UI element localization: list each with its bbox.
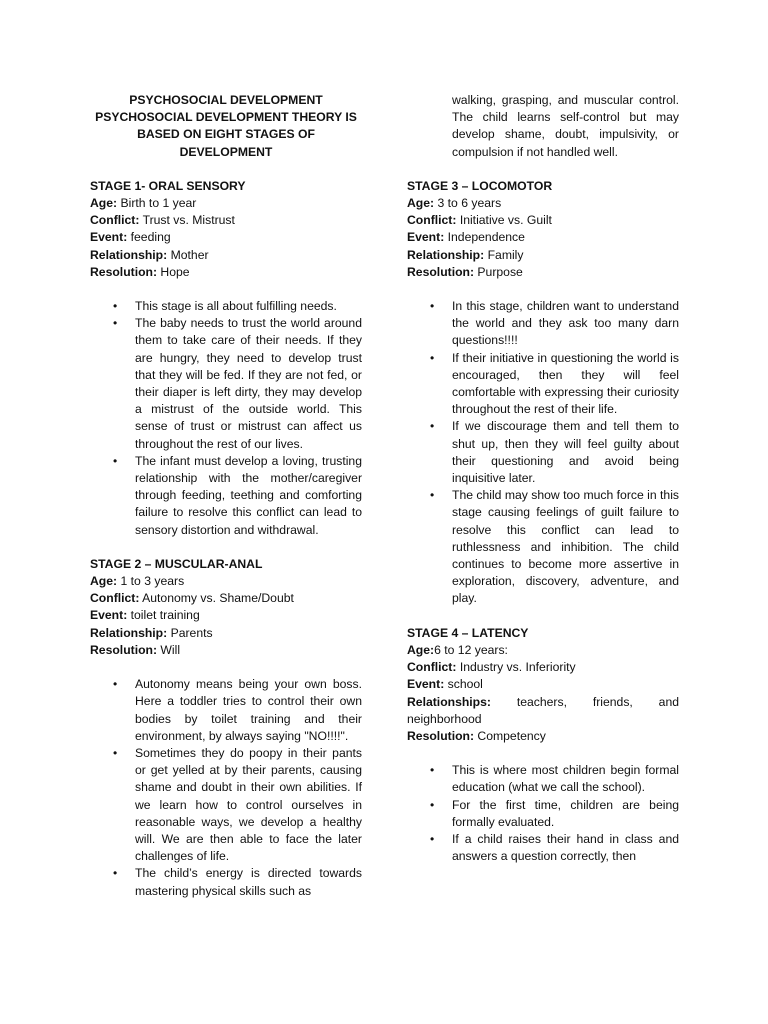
stage-1-relationship-value: Mother bbox=[170, 247, 209, 262]
stage-2-resolution bbox=[90, 642, 362, 659]
conflict-label: Conflict: bbox=[90, 591, 140, 606]
resolution-label: Resolution: bbox=[407, 728, 475, 743]
stage-2-age-value: 1 to 3 years bbox=[120, 574, 185, 589]
relationship-label: Relationship: bbox=[90, 247, 168, 262]
stage-4-heading: STAGE 4 – LATENCY bbox=[407, 625, 529, 640]
stage-4-age bbox=[407, 642, 679, 659]
stage-3-event-value: Independence bbox=[447, 230, 525, 245]
stage-3-resolution-value: Purpose bbox=[477, 264, 523, 279]
right-column bbox=[407, 92, 679, 865]
stage-4-age-value: 6 to 12 years: bbox=[434, 642, 508, 657]
stage-3-age-value: 3 to 6 years bbox=[437, 196, 502, 211]
left-column bbox=[90, 92, 362, 900]
stage-1-event bbox=[90, 229, 362, 246]
list-item: • The infant must develop a loving, trusting relationship with the mother/caregiver through feeding, teething and comforting failure to resolve this conflict can lead to sensory distortion and withdrawal. bbox=[135, 453, 362, 539]
stage-3-bullet-list bbox=[407, 298, 679, 608]
list-item: • If their initiative in questioning the world is encouraged, then they will feel comfortable with expressing their curiosity throughout the rest of their life. bbox=[452, 350, 679, 419]
stage-2-resolution-value: Will bbox=[160, 642, 181, 657]
stage-4-relationships bbox=[407, 694, 679, 728]
age-label: Age: bbox=[407, 642, 435, 657]
stage-1-bullet-list bbox=[90, 298, 362, 539]
stage-4-bullet-list bbox=[407, 762, 679, 865]
stage-2-continued-text: walking, grasping, and muscular control. The child learns self-control but may develop shame, doubt, impulsivity, or compulsion if not handled well. bbox=[452, 93, 679, 159]
stage-2-conflict bbox=[90, 590, 362, 607]
stage-3-conflict bbox=[407, 212, 679, 229]
age-label: Age: bbox=[407, 196, 435, 211]
stage-2-relationship bbox=[90, 625, 362, 642]
stage-1-event-value: feeding bbox=[130, 230, 171, 245]
stage-4-event bbox=[407, 676, 679, 693]
list-item: • The baby needs to trust the world around them to take care of their needs. If they are hungry, they need to develop trust that they will be fed. If they are not fed, or their diaper is left dirty, they may develop a mistrust of the outside world. This sense of trust or mistrust can affect us throughout the rest of our lives. bbox=[135, 315, 362, 453]
stage-3-relationship bbox=[407, 247, 679, 264]
resolution-label: Resolution: bbox=[90, 264, 158, 279]
list-item: • Autonomy means being your own boss. Here a toddler tries to control their own bodies by toilet training and their environment, by always saying "NO!!!!". bbox=[135, 676, 362, 745]
stage-4-resolution-value: Competency bbox=[477, 728, 546, 743]
list-item: • If we discourage them and tell them to shut up, then they will feel guilty about their questioning and avoid being inquisitive later. bbox=[452, 418, 679, 487]
stage-1-age-value: Birth to 1 year bbox=[120, 196, 197, 211]
stage-1-conflict-value: Trust vs. Mistrust bbox=[142, 213, 235, 228]
age-label: Age: bbox=[90, 196, 118, 211]
stage-2-event bbox=[90, 607, 362, 624]
stage-3-heading: STAGE 3 – LOCOMOTOR bbox=[407, 178, 553, 193]
relationships-label: Relationships: bbox=[407, 694, 491, 709]
relationship-label: Relationship: bbox=[407, 247, 485, 262]
stage-1-conflict bbox=[90, 212, 362, 229]
list-item: • The child may show too much force in this stage causing feelings of guilt failure to resolve this conflict can lead to ruthlessness and inhibition. The child continues to become more assertive in exploration, discovery, adventure, and play. bbox=[452, 487, 679, 607]
stage-3-conflict-value: Initiative vs. Guilt bbox=[459, 213, 552, 228]
title-line-2: PSYCHOSOCIAL DEVELOPMENT THEORY IS bbox=[95, 110, 357, 125]
event-label: Event: bbox=[407, 677, 445, 692]
stage-3-section bbox=[407, 178, 679, 608]
list-item: • In this stage, children want to understand the world and they ask too many darn questions!!!! bbox=[452, 298, 679, 350]
stage-1-relationship bbox=[90, 247, 362, 264]
stage-3-relationship-value: Family bbox=[487, 247, 524, 262]
title-line-1: PSYCHOSOCIAL DEVELOPMENT bbox=[129, 93, 323, 107]
stage-2-relationship-value: Parents bbox=[170, 625, 213, 640]
list-item: • If a child raises their hand in class and answers a question correctly, then bbox=[452, 831, 679, 865]
stage-1-heading: STAGE 1- ORAL SENSORY bbox=[90, 178, 246, 193]
event-label: Event: bbox=[407, 230, 445, 245]
event-label: Event: bbox=[90, 230, 128, 245]
stage-3-age bbox=[407, 195, 679, 212]
stage-3-event bbox=[407, 229, 679, 246]
resolution-label: Resolution: bbox=[90, 642, 158, 657]
stage-2-heading: STAGE 2 – MUSCULAR-ANAL bbox=[90, 556, 263, 571]
stage-2-age bbox=[90, 573, 362, 590]
stage-1-resolution bbox=[90, 264, 362, 281]
stage-1-section bbox=[90, 178, 362, 539]
list-item: • Sometimes they do poopy in their pants or get yelled at by their parents, causing shame and doubt in their own abilities. If we learn how to control ourselves in reasonable ways, we develop a healthy will. We are then able to face the later challenges of life. bbox=[135, 745, 362, 865]
stage-4-conflict bbox=[407, 659, 679, 676]
stage-4-event-value: school bbox=[447, 677, 483, 692]
title-line-3: BASED ON EIGHT STAGES OF DEVELOPMENT bbox=[137, 127, 315, 159]
stage-2-conflict-value: Autonomy vs. Shame/Doubt bbox=[142, 591, 294, 606]
conflict-label: Conflict: bbox=[407, 213, 457, 228]
list-item: • This stage is all about fulfilling needs. bbox=[135, 298, 362, 315]
relationship-label: Relationship: bbox=[90, 625, 168, 640]
stage-1-resolution-value: Hope bbox=[160, 264, 190, 279]
stage-4-conflict-value: Industry vs. Inferiority bbox=[459, 660, 576, 675]
stage-2-section bbox=[90, 556, 362, 900]
stage-2-bullet-list bbox=[90, 676, 362, 900]
stage-4-section bbox=[407, 625, 679, 866]
stage-2-event-value: toilet training bbox=[130, 608, 200, 623]
age-label: Age: bbox=[90, 574, 118, 589]
resolution-label: Resolution: bbox=[407, 264, 475, 279]
document-title bbox=[90, 92, 362, 161]
list-item: • For the first time, children are being formally evaluated. bbox=[452, 797, 679, 831]
stage-1-age bbox=[90, 195, 362, 212]
list-item: • The child’s energy is directed towards mastering physical skills such as bbox=[135, 865, 362, 899]
event-label: Event: bbox=[90, 608, 128, 623]
stage-4-relationships-value: teachers, friends, and neighborhood bbox=[407, 694, 679, 726]
stage-4-resolution bbox=[407, 728, 679, 745]
conflict-label: Conflict: bbox=[407, 660, 457, 675]
conflict-label: Conflict: bbox=[90, 213, 140, 228]
list-item: • This is where most children begin formal education (what we call the school). bbox=[452, 762, 679, 796]
stage-3-resolution bbox=[407, 264, 679, 281]
